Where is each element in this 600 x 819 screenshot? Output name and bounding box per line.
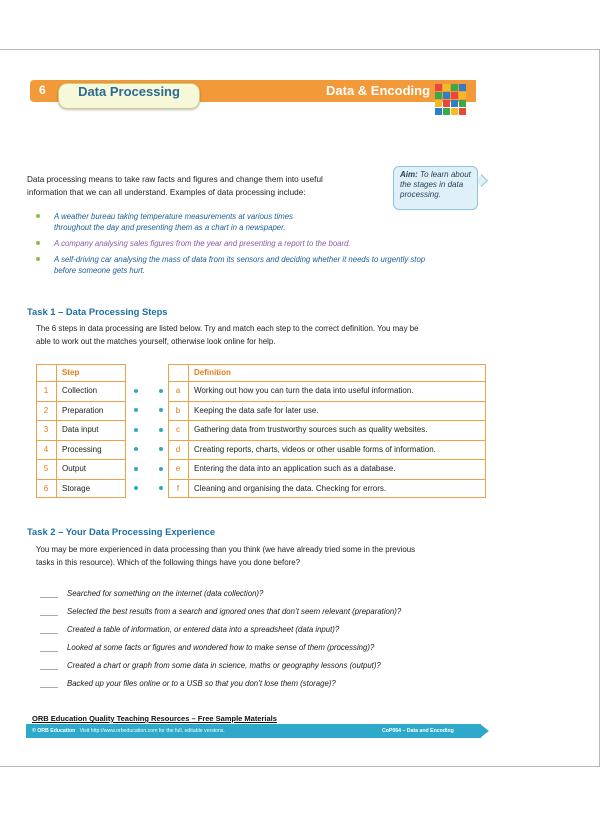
step-number: 2 (43, 405, 49, 415)
task2-line: tasks in this resource). Which of the following things have you done before? (36, 558, 301, 567)
match-dot-right[interactable] (159, 389, 163, 393)
step-number: 4 (43, 444, 49, 454)
task1-paragraph (36, 322, 496, 348)
example-line: A weather bureau taking temperature measurements at various times (54, 212, 293, 221)
tick-line[interactable] (40, 597, 58, 598)
definition-text: Working out how you can turn the data into useful information. (194, 386, 414, 396)
example-line: throughout the day and presenting them as a chart in a newspaper. (54, 223, 286, 232)
step-number: 1 (43, 386, 49, 396)
step-header: Step (62, 368, 80, 377)
section-number: 6 (39, 83, 46, 97)
intro-paragraph (27, 173, 367, 199)
checklist-text: Searched for something on the internet (data collection)? (67, 589, 264, 598)
definition-letter: e (175, 464, 181, 474)
match-dot-left[interactable] (134, 467, 138, 471)
checklist-text: Looked at some facts or figures and wondered how to make sense of them (processing)? (67, 643, 375, 652)
example-line: before someone gets hurt. (54, 266, 146, 275)
page-title: Data Processing (58, 83, 200, 109)
definition-text: Keeping the data safe for later use. (194, 405, 319, 415)
step-number: 6 (43, 483, 49, 493)
definition-letter: a (175, 386, 181, 396)
step-name: Preparation (62, 405, 104, 415)
checklist-text: Selected the best results from a search and ignored ones that don’t seem relevant (preparation)? (67, 607, 402, 616)
list-item (36, 238, 496, 249)
match-dot-right[interactable] (159, 467, 163, 471)
step-name: Data input (62, 425, 99, 435)
checklist-item[interactable] (40, 678, 510, 689)
logo-grid-icon (435, 84, 467, 116)
aim-callout (393, 166, 478, 210)
definition-letter: c (176, 425, 180, 435)
footer-arrow-icon (480, 724, 489, 738)
definition-text: Entering the data into an application such as a database. (194, 464, 396, 474)
definition-letter: f (176, 483, 180, 493)
footer-title: ORB Education Quality Teaching Resources – Free Sample Materials (32, 714, 277, 723)
checklist-item[interactable] (40, 588, 510, 599)
tick-line[interactable] (40, 615, 58, 616)
definition-text: Creating reports, charts, videos or other usable forms of information. (194, 444, 436, 454)
task1-heading: Task 1 – Data Processing Steps (27, 306, 168, 317)
checklist-text: Created a chart or graph from some data in science, maths or geography lessons (output)? (67, 661, 381, 670)
step-name: Storage (62, 483, 91, 493)
checklist-item[interactable] (40, 606, 510, 617)
checklist-item[interactable] (40, 660, 510, 671)
tick-line[interactable] (40, 687, 58, 688)
match-dot-left[interactable] (134, 428, 138, 432)
checklist-item[interactable] (40, 642, 510, 653)
match-dot-left[interactable] (134, 389, 138, 393)
checklist-text: Created a table of information, or entered data into a spreadsheet (data input)? (67, 625, 340, 634)
footer-notice (32, 726, 225, 736)
intro-line: information that we can all understand. Examples of data processing include: (27, 188, 306, 197)
definition-letter: b (175, 405, 181, 415)
step-name: Processing (62, 444, 102, 454)
footer-visit-link[interactable]: Visit http://www.orbeducation.com for the full, editable versions. (79, 728, 225, 734)
aim-text: To learn about the stages in data processing. (400, 170, 471, 199)
checklist-item[interactable] (40, 624, 510, 635)
definition-text: Gathering data from trustworthy sources such as quality websites. (194, 425, 428, 435)
step-name: Output (62, 464, 87, 474)
tick-line[interactable] (40, 651, 58, 652)
bullet-icon (36, 238, 42, 244)
checklist-text: Backed up your files online or to a USB so that you don’t lose them (storage)? (67, 679, 336, 688)
definition-letter: d (175, 444, 181, 454)
tick-line[interactable] (40, 669, 58, 670)
task2-line: You may be more experienced in data processing than you think (we have already tried some in the previous (36, 545, 416, 554)
step-number: 3 (43, 425, 49, 435)
list-item (36, 254, 496, 276)
definition-header: Definition (194, 368, 231, 377)
list-item (36, 211, 496, 233)
match-dot-right[interactable] (159, 428, 163, 432)
footer-code: CoP064 – Data and Encoding (382, 728, 454, 734)
tick-line[interactable] (40, 633, 58, 634)
example-line: A self-driving car analysing the mass of data from its sensors and deciding whether it needs to urgently stop (54, 255, 426, 264)
task1-line: The 6 steps in data processing are listed below. Try and match each step to the correct definition. You may be (36, 324, 419, 333)
example-line: A company analysing sales figures from the year and presenting a report to the board. (54, 239, 351, 248)
definition-text: Cleaning and organising the data. Checking for errors. (194, 483, 387, 493)
bullet-icon (36, 211, 42, 217)
bullet-icon (36, 254, 42, 260)
footer-copyright: © ORB Education (32, 728, 76, 734)
step-number: 5 (43, 464, 49, 474)
task1-line: able to work out the matches yourself, otherwise look online for help. (36, 337, 276, 346)
task2-paragraph (36, 543, 496, 569)
intro-line: Data processing means to take raw facts and figures and change them into useful (27, 175, 323, 184)
step-name: Collection (62, 386, 98, 396)
task2-heading: Task 2 – Your Data Processing Experience (27, 526, 216, 537)
subject-title: Data & Encoding (326, 83, 431, 98)
aim-label: Aim: (400, 170, 418, 179)
